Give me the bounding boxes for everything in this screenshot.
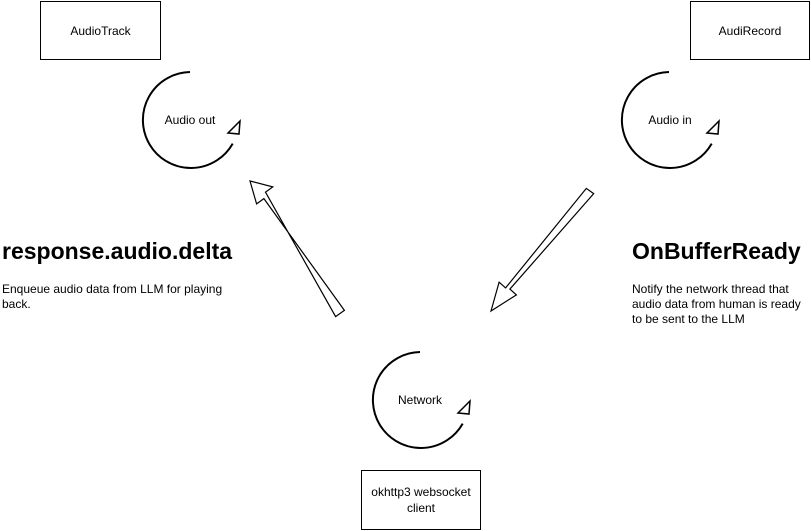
audio-out-label: Audio out	[164, 113, 216, 127]
audio-track-box	[40, 1, 161, 60]
arrow-to-audio-out-icon	[250, 181, 344, 317]
websocket-client-box	[361, 470, 481, 530]
right-note-title: OnBufferReady	[632, 238, 801, 264]
audio-in-label: Audio in	[648, 113, 692, 127]
left-note-title: response.audio.delta	[2, 238, 233, 264]
audio-track-label: AudioTrack	[70, 23, 131, 38]
audi-record-box	[690, 1, 810, 60]
right-note-text: Notify the network thread that audio data from human is ready to be sent to the LLM	[632, 282, 801, 326]
audi-record-label: AudiRecord	[718, 23, 782, 38]
arrow-to-network-icon	[491, 188, 594, 311]
network-label: Network	[397, 393, 442, 407]
left-note-text: Enqueue audio data from LLM for playing back.	[2, 282, 223, 311]
websocket-client-label: okhttp3 websocket client	[371, 485, 471, 515]
